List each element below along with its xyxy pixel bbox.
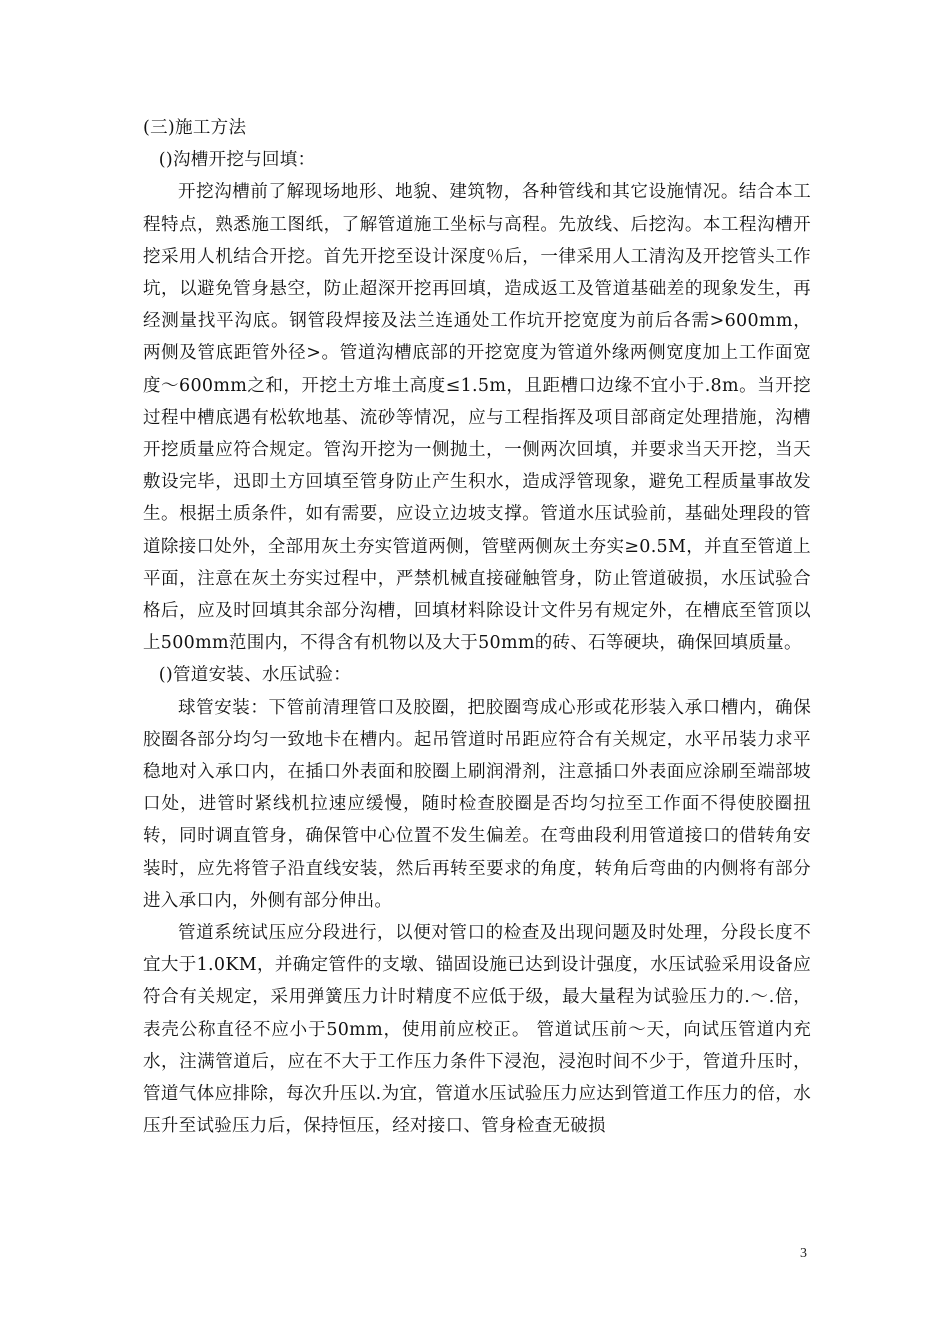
- paragraph-trench-excavation: 开挖沟槽前了解现场地形、地貌、建筑物，各种管线和其它设施情况。结合本工程特点，熟悉施工图纸，了解管道施工坐标与高程。先放线、后挖沟。本工程沟槽开挖采用人机结合开挖。首先开挖至设计深度％后，一律采用人工清沟及开挖管头工作坑，以避免管身悬空，防止超深开挖再回填，造成返工及管道基础差的现象发生，再经测量找平沟底。钢管段焊接及法兰连通处工作坑开挖宽度为前后各需>600mm，两侧及管底距管外径>。管道沟槽底部的开挖宽度为管道外缘两侧宽度加上工作面宽度～600mm之和，开挖土方堆土高度≤1.5m，且距槽口边缘不宜小于.8m。当开挖过程中槽底遇有松软地基、流砂等情况，应与工程指挥及项目部商定处理措施，沟槽开挖质量应符合规定。管沟开挖为一侧抛土，一侧两次回填，并要求当天开挖，当天敷设完毕，迅即土方回填至管身防止产生积水，造成浮管现象，避免工程质量事故发生。根据土质条件，如有需要，应设立边坡支撑。管道水压试验前，基础处理段的管道除接口处外，全部用灰土夯实管道两侧，管壁两侧灰土夯实≥0.5M，并直至管道上平面，注意在灰土夯实过程中，严禁机械直接碰触管身，防止管道破损，水压试验合格后，应及时回填其余部分沟槽，回填材料除设计文件另有规定外，在槽底至管顶以上500mm范围内，不得含有机物以及大于50mm的砖、石等硬块，确保回填质量。: [143, 182, 811, 654]
- subsection-heading-pipe-install: ()管道安装、水压试验：: [158, 665, 352, 686]
- section-heading: (三)施工方法: [143, 118, 247, 138]
- document-body: [143, 112, 811, 1143]
- page-number: 3: [800, 1246, 807, 1261]
- paragraph-pipe-installation: 球管安装：下管前清理管口及胶圈，把胶圈弯成心形或花形装入承口槽内，确保胶圈各部分均匀一致地卡在槽内。起吊管道时吊距应符合有关规定，水平吊装力求平稳地对入承口内，在插口外表面和胶圈上刷润滑剂，注意插口外表面应涂刷至端部坡口处，进管时紧线机拉速应缓慢，随时检查胶圈是否均匀拉至工作面不得使胶圈扭转，同时调直管身，确保管中心位置不发生偏差。在弯曲段利用管道接口的借转角安装时，应先将管子沿直线安装，然后再转至要求的角度，转角后弯曲的内侧将有部分进入承口内，外侧有部分伸出。: [143, 697, 811, 911]
- paragraph-pressure-test: 管道系统试压应分段进行，以便对管口的检查及出现问题及时处理，分段长度不宜大于1.0KM，并确定管件的支墩、锚固设施已达到设计强度，水压试验采用设备应符合有关规定，采用弹簧压力计时精度不应低于级，最大量程为试验压力的.～.倍，表壳公称直径不应小于50mm，使用前应校正。 管道试压前～天，向试压管道内充水，注满管道后，应在不大于工作压力条件下浸泡，浸泡时间不少于，管道升压时，管道气体应排除，每次升压以.为宜，管道水压试验压力应达到管道工作压力的倍，水压升至试验压力后，保持恒压，经对接口、管身检查无破损: [143, 923, 811, 1137]
- subsection-heading-trench: ()沟槽开挖与回填：: [158, 150, 316, 171]
